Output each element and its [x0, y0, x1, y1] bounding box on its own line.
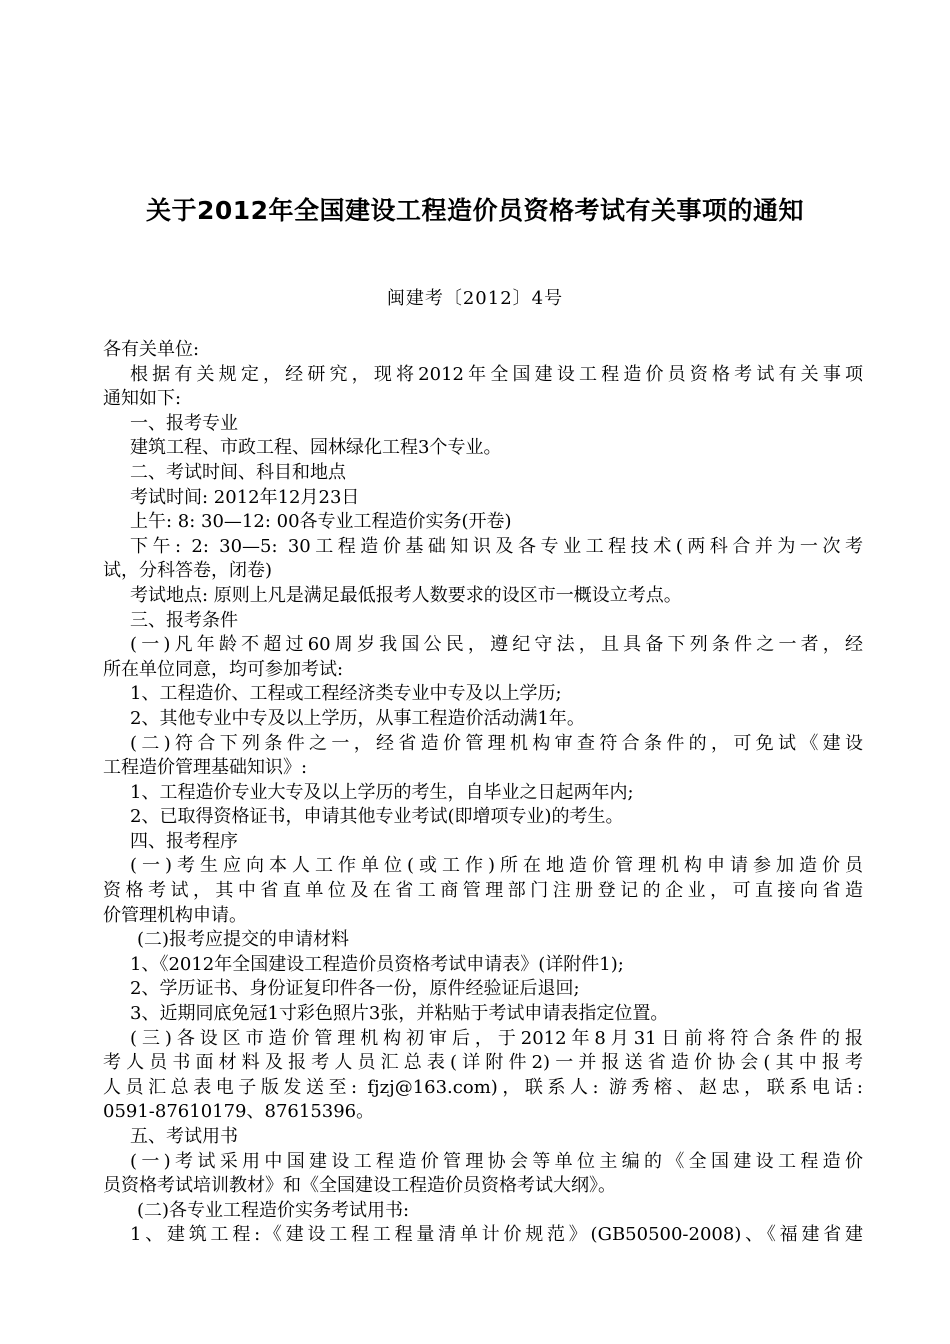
paragraph-line: 所在单位同意，均可参加考试:: [103, 658, 344, 680]
list-item: 3、近期同底免冠1寸彩色照片3张，并粘贴于考试申请表指定位置。: [130, 1003, 669, 1025]
paragraph-line: 员资格考试培训教材》和《全国建设工程造价员资格考试大纲》。: [103, 1175, 616, 1197]
list-item: 1、工程造价、工程或工程经济类专业中专及以上学历;: [130, 683, 562, 705]
paragraph-line: 试，分科答卷，闭卷): [103, 560, 273, 582]
paragraph-line: 通知如下:: [103, 388, 182, 410]
section-heading: 五、考试用书: [130, 1126, 238, 1147]
section-heading: 四、报考程序: [130, 830, 238, 852]
paragraph-line: 下午: 2: 30—5: 30工程造价基础知识及各专业工程技术(两科合并为一次考: [130, 535, 863, 557]
list-item: 2、学历证书、身份证复印件各一份，原件经验证后退回;: [130, 978, 580, 1000]
paragraph-line: 考试时间: 2012年12月23日: [130, 486, 360, 508]
salutation: 各有关单位:: [103, 339, 200, 360]
paragraph-line: (二)各专业工程造价实务考试用书:: [137, 1199, 410, 1221]
list-item: 2、已取得资格证书，申请其他专业考试(即增项专业)的考生。: [130, 806, 624, 828]
paragraph-line: 建筑工程、市政工程、园林绿化工程3个专业。: [130, 437, 502, 459]
paragraph-line: 根据有关规定，经研究，现将2012年全国建设工程造价员资格考试有关事项: [130, 363, 863, 385]
document-body: [103, 338, 863, 1248]
paragraph-line: (一)凡年龄不超过60周岁我国公民，遵纪守法，且具备下列条件之一者，经: [130, 634, 863, 656]
paragraph-line: 价管理机构申请。: [103, 904, 247, 926]
list-item: 1、《2012年全国建设工程造价员资格考试申请表》(详附件1);: [130, 953, 624, 975]
section-heading: 三、报考条件: [130, 609, 238, 631]
list-item: 2、其他专业中专及以上学历，从事工程造价活动满1年。: [130, 707, 585, 729]
paragraph-line: 1、建筑工程:《建设工程工程量清单计价规范》(GB50500-2008)、《福建省建: [130, 1224, 863, 1246]
section-heading: 一、报考专业: [130, 412, 238, 434]
paragraph-line: 人员汇总表电子版发送至: fjzj@163.com)，联系人: 游秀榕、赵忠，联系电话:: [103, 1076, 863, 1098]
paragraph-line: (二)符合下列条件之一，经省造价管理机构审查符合条件的，可免试《建设: [130, 732, 863, 754]
paragraph-line: 资格考试，其中省直单位及在省工商管理部门注册登记的企业，可直接向省造: [103, 880, 863, 902]
paragraph-line: (三)各设区市造价管理机构初审后，于2012年8月31日前将符合条件的报: [130, 1027, 863, 1049]
paragraph-line: 0591-87610179、87615396。: [103, 1101, 375, 1123]
paragraph-line: (一)考生应向本人工作单位(或工作)所在地造价管理机构申请参加造价员: [130, 855, 863, 877]
document-number: 闽建考〔2012〕4号: [386, 288, 564, 309]
paragraph-line: (二)报考应提交的申请材料: [137, 929, 350, 951]
section-heading: 二、考试时间、科目和地点: [130, 461, 346, 483]
paragraph-line: 考人员书面材料及报考人员汇总表(详附件2)一并报送省造价协会(其中报考: [103, 1052, 863, 1074]
paragraph-line: 考试地点: 原则上凡是满足最低报考人数要求的设区市一概设立考点。: [130, 584, 682, 606]
paragraph-line: 上午: 8: 30—12: 00各专业工程造价实务(开卷): [130, 511, 512, 533]
document-title: 关于2012年全国建设工程造价员资格考试有关事项的通知: [145, 196, 805, 225]
list-item: 1、工程造价专业大专及以上学历的考生，自毕业之日起两年内;: [130, 781, 634, 803]
paragraph-line: 工程造价管理基础知识》:: [103, 757, 308, 779]
paragraph-line: (一)考试采用中国建设工程造价管理协会等单位主编的《全国建设工程造价: [130, 1150, 863, 1172]
